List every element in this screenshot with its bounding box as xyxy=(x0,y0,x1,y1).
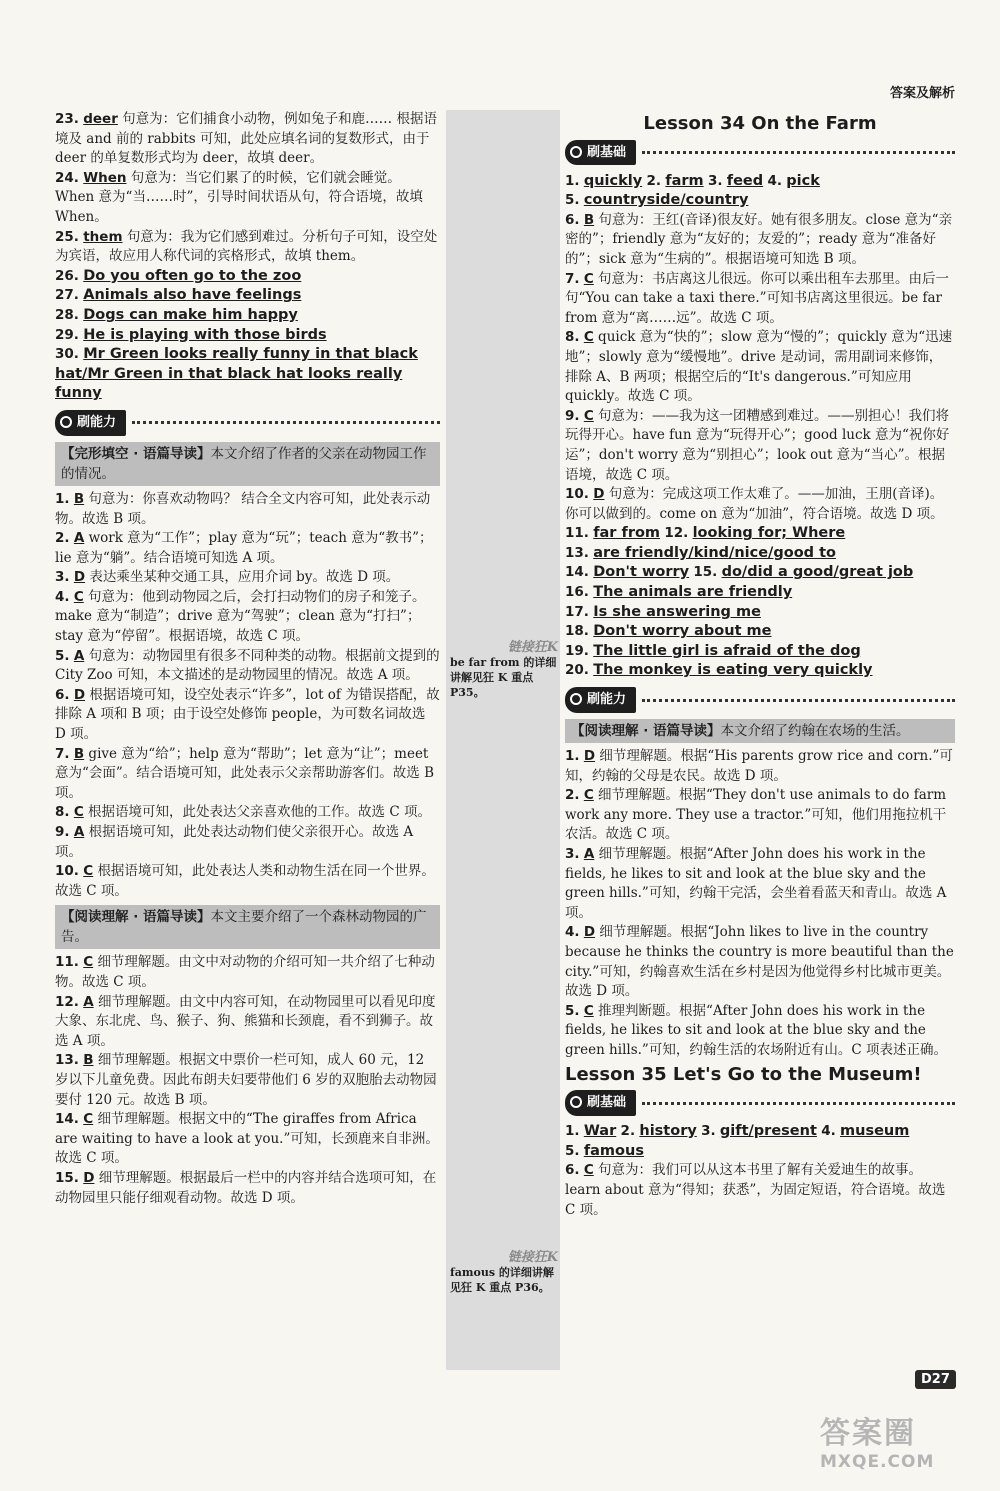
guide-text: 本文介绍了约翰在农场的生活。 xyxy=(720,723,910,740)
explanation-text: 根据语境可知，此处表达动物们使父亲很开心。故选 A 项。 xyxy=(55,824,414,860)
question-item xyxy=(55,568,440,588)
explanation-text: 句意为：王红(音译)很友好。她有很多朋友。close 意为“亲密的”；friendly 意为“友好的；友爱的”；ready 意为“准备好的”；sick 意为“生病的”。根据语境可知选 B 项。 xyxy=(565,211,953,267)
answer-item xyxy=(55,286,440,306)
answer-key: C xyxy=(83,863,94,880)
answer-text: Do you often go to the zoo xyxy=(83,267,302,284)
lesson-34-title: Lesson 34 On the Farm xyxy=(643,113,877,134)
question-number: 16. xyxy=(565,584,589,601)
question-number: 20. xyxy=(565,662,589,679)
explanation-text: 细节理解题。根据“They don't use animals to do farm work any more. They use a tractor.”可知，他们用拖拉机干农活。故选 C 项。 xyxy=(565,787,947,843)
question-item xyxy=(565,407,955,485)
question-number: 11. xyxy=(55,954,79,971)
explanation-text: 句意为：书店离这儿很远。你可以乘出租车去那里。由后一句“You can take a taxi there.”可知书店离这里很远。be far from 意为“离……远”。故选 C 项。 xyxy=(565,270,950,326)
right-column xyxy=(565,110,955,1220)
explanation-text: work 意为“工作”；play 意为“玩”；teach 意为“教书”；lie 意为“躺”。结合语境可知选 A 项。 xyxy=(55,530,433,566)
question-item xyxy=(565,1161,955,1220)
link-note-text: famous 的详细讲解见狂 K 重点 P36。 xyxy=(450,1266,554,1294)
answer-key: C xyxy=(583,1002,594,1019)
link-note-text: be far from 的详细讲解见狂 K 重点 P35。 xyxy=(450,656,557,699)
answer-item xyxy=(565,642,955,662)
question-number: 1. xyxy=(55,490,70,507)
question-number: 18. xyxy=(565,623,589,640)
answer-key: deer xyxy=(83,111,118,127)
question-item xyxy=(55,1169,440,1208)
question-number: 3. xyxy=(701,1123,716,1140)
answer-text: history xyxy=(639,1123,697,1140)
explanation-text: 细节理解题。根据“His parents grow rice and corn.”可知，约翰的父母是农民。故选 D 项。 xyxy=(565,748,953,784)
explanation-text: 句意为：我们可以从这本书里了解有关爱迪生的故事。learn about 意为“得知；获悉”，为固定短语，符合语境。故选 C 项。 xyxy=(565,1162,946,1218)
question-item xyxy=(565,270,955,329)
question-number: 25. xyxy=(55,228,79,245)
answer-key: D xyxy=(83,1169,95,1186)
explanation-text: 根据语境可知，此处表达人类和动物生活在同一个世界。故选 C 项。 xyxy=(55,863,435,899)
section-ability-left xyxy=(55,410,440,436)
explanation-text: 句意为：他到动物园之后，会打扫动物们的房子和笼子。make 意为“制造”；drive 意为“驾驶”；clean 意为“打扫”；stay 意为“停留”。根据语境，故选 C 项。 xyxy=(55,588,426,645)
question-number: 6. xyxy=(55,686,70,703)
watermark-logo xyxy=(820,1408,995,1488)
answer-text: pick xyxy=(786,172,820,189)
guide-label: 【阅读理解 · 语篇导读】 xyxy=(571,723,721,740)
answer-item xyxy=(565,622,955,642)
answer-item xyxy=(55,345,440,404)
question-number: 4. xyxy=(565,924,580,941)
answer-text: He is playing with those birds xyxy=(83,326,327,343)
section-basic-35 xyxy=(565,1090,955,1116)
watermark-url: MXQE.COM xyxy=(820,1452,935,1472)
question-number: 13. xyxy=(565,544,589,561)
question-number: 6. xyxy=(565,1162,580,1179)
guide-label: 【完形填空 · 语篇导读】 xyxy=(61,445,211,462)
answer-text: looking for; Where xyxy=(692,525,846,542)
answer-key: B xyxy=(73,745,85,762)
question-number: 11. xyxy=(565,525,589,542)
answer-item xyxy=(565,544,955,564)
answer-item xyxy=(565,563,955,583)
question-item xyxy=(55,110,440,169)
question-number: 7. xyxy=(55,745,70,762)
answer-key: B xyxy=(83,1052,94,1069)
section-ability-34 xyxy=(565,687,955,713)
explanation-text: 细节理解题。根据最后一栏中的内容并结合选项可知，在动物园里只能仔细观看动物。故选 D 项。 xyxy=(55,1169,437,1206)
section-badge: 刷基础 xyxy=(565,140,636,166)
answer-item: 5. countryside/country xyxy=(565,192,749,209)
answer-key: A xyxy=(73,824,85,840)
guide-label: 【阅读理解 · 语篇导读】 xyxy=(61,909,211,926)
question-item xyxy=(55,862,440,901)
answer-text: do/did a good/great job xyxy=(721,564,914,581)
question-item xyxy=(565,485,955,524)
lesson-35-title: Lesson 35 Let's Go to the Museum! xyxy=(565,1063,922,1085)
guide-text: 本文主要介绍了一个森林动物园的广告。 xyxy=(61,909,427,946)
question-number: 23. xyxy=(55,111,79,127)
question-item xyxy=(565,747,955,786)
answer-text: museum xyxy=(840,1123,910,1140)
answer-text: are friendly/kind/nice/good to xyxy=(593,544,836,561)
question-number: 15. xyxy=(55,1169,79,1186)
question-number: 10. xyxy=(565,486,589,503)
question-item xyxy=(55,953,440,992)
explanation-text: 细节理解题。根据“John likes to live in the country because he thinks the country is more beautiful than the city.”可知，约翰喜欢生活在乡村是因为他觉得乡村比城市更美。故选 D 项。 xyxy=(565,924,954,1000)
question-number: 28. xyxy=(55,306,79,323)
question-number: 4. xyxy=(55,588,70,605)
question-number: 12. xyxy=(55,993,79,1010)
section-badge: 刷能力 xyxy=(55,410,126,436)
answer-key: C xyxy=(583,329,594,346)
answer-key: C xyxy=(83,954,94,971)
question-item xyxy=(565,923,955,1001)
answer-key: D xyxy=(583,924,596,941)
answer-key: C xyxy=(73,804,84,821)
answer-key: them xyxy=(83,228,123,245)
answer-text: farm xyxy=(665,172,704,189)
reading-guide-cloze xyxy=(55,442,440,486)
section-badge: 刷能力 xyxy=(565,687,636,713)
answer-text: The animals are friendly xyxy=(593,584,793,601)
question-item xyxy=(55,686,440,745)
question-number: 2. xyxy=(565,787,580,804)
explanation-text: 根据语境可知，设空处表示“许多”，lot of 为错误搭配，故排除 A 项和 B 项；由于设空处修饰 people，为可数名词故选 D 项。 xyxy=(55,686,440,743)
section-basic-34 xyxy=(565,140,955,166)
middle-margin-column xyxy=(446,110,560,1370)
question-item xyxy=(565,1002,955,1061)
question-number: 2. xyxy=(620,1123,636,1140)
question-item xyxy=(55,490,440,529)
explanation-text: 句意为：你喜欢动物吗？ 结合全文内容可知，此处表示动物。故选 B 项。 xyxy=(55,490,431,527)
explanation-text: 句意为：我为它们感到难过。分析句子可知，设空处为宾语，故应用人称代词的宾格形式，故填 them。 xyxy=(55,228,438,265)
question-item xyxy=(55,647,440,686)
reading-guide-zoo xyxy=(55,905,440,949)
page-number: D27 xyxy=(915,1370,956,1389)
answer-text: gift/present xyxy=(719,1123,817,1140)
answer-item xyxy=(55,306,440,326)
question-number: 7. xyxy=(565,270,580,287)
link-note-tag: 链接狂K xyxy=(507,1250,558,1265)
answer-item xyxy=(565,583,955,603)
question-item xyxy=(55,745,440,804)
question-number: 3. xyxy=(707,172,723,189)
question-number: 19. xyxy=(565,642,589,659)
section-badge: 刷基础 xyxy=(565,1090,636,1116)
answer-key: C xyxy=(583,407,594,424)
answer-key: B xyxy=(73,490,85,507)
guide-text: 本文介绍了作者的父亲在动物园工作的情况。 xyxy=(61,445,427,482)
question-number: 8. xyxy=(565,329,580,346)
answer-text: feed xyxy=(726,172,764,189)
answer-key: A xyxy=(83,993,94,1010)
explanation-text: 句意为：动物园里有很多不同种类的动物。根据前文提到的 City Zoo 可知，本文描述的是动物园里的情况。故选 A 项。 xyxy=(55,647,440,684)
explanation-text: 推理判断题。根据“After John does his work in the fields, he likes to sit and look at the blue sky and the green hills.”可知，约翰生活的农场附近有山。C 项表述正确。 xyxy=(565,1002,947,1058)
question-item xyxy=(565,786,955,845)
answer-text: far from xyxy=(593,525,661,542)
answer-key: C xyxy=(583,270,594,287)
explanation-text: 句意为：——我为这一团糟感到难过。——别担心！我们将玩得开心。have fun 意为“玩得开心”；good luck 意为“祝你好运”；don't worry 意为“别担心”；look out 意为“当心”。根据语境，故选 C 项。 xyxy=(565,407,950,483)
answer-text: Don't worry about me xyxy=(593,623,772,640)
question-item xyxy=(565,211,955,270)
answer-text: quickly xyxy=(583,172,643,189)
explanation-text: 细节理解题。根据文中的“The giraffes from Africa are waiting to have a look at you.”可知，长颈鹿来自非洲。故选 C 项。 xyxy=(55,1111,439,1167)
explanation-text: 细节理解题。根据文中票价一栏可知，成人 60 元，12 岁以下儿童免费。因此布朗夫妇要带他们 6 岁的双胞胎去动物园要付 120 元。故选 B 项。 xyxy=(55,1052,437,1108)
answer-text: War xyxy=(583,1123,617,1140)
answer-text: Is she answering me xyxy=(593,603,761,620)
explanation-text: 细节理解题。根据“After John does his work in the fields, he likes to sit and look at the blue sky and the green hills.”可知，约翰干完活，会坐着看蓝天和青山。故选 A 项。 xyxy=(565,846,947,921)
question-number: 24. xyxy=(55,169,79,186)
question-item xyxy=(55,529,440,568)
answer-key: When xyxy=(83,169,127,186)
question-item xyxy=(55,993,440,1052)
answer-item xyxy=(565,603,955,623)
word-answers-row xyxy=(565,1122,955,1142)
answer-key: A xyxy=(73,647,85,664)
answer-key: A xyxy=(73,530,85,547)
answer-key: D xyxy=(593,486,605,503)
answer-item xyxy=(55,267,440,287)
question-number: 5. xyxy=(565,1002,580,1019)
question-number: 29. xyxy=(55,326,79,343)
link-note-2 xyxy=(450,1250,558,1295)
explanation-text: 表达乘坐某种交通工具，应用介词 by。故选 D 项。 xyxy=(89,569,400,586)
question-number: 10. xyxy=(55,863,79,880)
answer-item xyxy=(55,326,440,346)
question-number: 14. xyxy=(565,564,589,581)
question-item xyxy=(55,588,440,647)
question-number: 15. xyxy=(693,564,718,581)
answer-item xyxy=(565,661,955,681)
answer-item xyxy=(565,524,955,544)
answer-text: Animals also have feelings xyxy=(83,287,302,304)
question-item xyxy=(55,1110,440,1169)
question-number: 8. xyxy=(55,804,70,821)
watermark-text: 答案圈 xyxy=(820,1416,916,1451)
question-number: 4. xyxy=(821,1123,836,1140)
explanation-text: 句意为：完成这项工作太难了。——加油，王朋(音译)。你可以做到的。come on 意为“加油”，符合语境。故选 D 项。 xyxy=(565,486,944,522)
link-note-tag: 链接狂K xyxy=(507,640,558,655)
header-title: 答案及解析 xyxy=(889,86,955,101)
answer-text: Dogs can make him happy xyxy=(83,306,298,323)
question-number: 9. xyxy=(55,824,70,840)
question-number: 1. xyxy=(565,1123,580,1140)
answer-key: C xyxy=(73,588,84,605)
question-number: 3. xyxy=(565,846,580,862)
question-number: 17. xyxy=(565,603,589,620)
answer-text: Don't worry xyxy=(593,564,690,581)
answer-key: D xyxy=(73,686,86,703)
question-number: 6. xyxy=(565,211,580,228)
answer-text: The little girl is afraid of the dog xyxy=(593,642,861,659)
question-number: 14. xyxy=(55,1111,79,1128)
answer-key: D xyxy=(73,569,86,586)
question-number: 30. xyxy=(55,346,79,363)
question-number: 27. xyxy=(55,287,79,304)
answer-key: A xyxy=(583,846,595,862)
explanation-text: 细节理解题。由文中内容可知，在动物园里可以看见印度大象、东北虎、鸟、猴子、狗、熊猫和长颈鹿，看不到狮子。故选 A 项。 xyxy=(55,993,436,1049)
reading-guide-farm xyxy=(565,719,955,743)
word-answers-row xyxy=(565,172,955,192)
explanation-text: 根据语境可知，此处表达父亲喜欢他的工作。故选 C 项。 xyxy=(88,804,431,821)
answer-text: Mr Green looks really funny in that black hat/Mr Green in that black hat looks really funny xyxy=(55,346,418,402)
link-note-1 xyxy=(450,640,558,700)
question-item xyxy=(565,845,955,923)
answer-key: C xyxy=(83,1111,94,1128)
answer-text: The monkey is eating very quickly xyxy=(593,662,873,679)
answer-key: D xyxy=(583,748,596,765)
explanation-text: quick 意为“快的”；slow 意为“慢的”；quickly 意为“迅速地”；slowly 意为“缓慢地”。drive 是动词，需用副词来修饰，排除 A、B 两项；根据空后的“It's dangerous.”可知应用 quickly。故选 C 项。 xyxy=(565,329,953,405)
answer-item: 5. famous xyxy=(565,1142,644,1159)
answer-key: B xyxy=(583,211,595,228)
explanation-text: 句意为：当它们累了的时候，它们就会睡觉。When 意为“当……时”，引导时间状语从句，符合语境，故填 When。 xyxy=(55,169,423,225)
question-number: 4. xyxy=(767,172,782,189)
explanation-text: give 意为“给”；help 意为“帮助”；let 意为“让”；meet 意为“会面”。结合语境可知，此处表示父亲帮助游客们。故选 B 项。 xyxy=(55,745,435,801)
question-number: 3. xyxy=(55,569,70,586)
question-item xyxy=(55,823,440,862)
question-number: 12. xyxy=(664,525,689,542)
question-item xyxy=(565,328,955,406)
explanation-text: 细节理解题。由文中对动物的介绍可知一共介绍了七种动物。故选 C 项。 xyxy=(55,954,435,990)
left-column xyxy=(55,110,440,1208)
answer-key: C xyxy=(583,787,594,804)
question-item xyxy=(55,1051,440,1110)
question-number: 26. xyxy=(55,267,79,284)
question-item xyxy=(55,228,440,267)
question-number: 1. xyxy=(565,748,580,765)
question-number: 1. xyxy=(565,172,580,189)
question-number: 2. xyxy=(646,172,661,189)
question-number: 13. xyxy=(55,1052,79,1069)
question-number: 5. xyxy=(55,647,70,664)
answer-key: C xyxy=(583,1162,594,1179)
question-item xyxy=(55,803,440,823)
explanation-text: 句意为：它们捕食小动物，例如兔子和鹿…… 根据语境及 and 前的 rabbits 可知，此处应填名词的复数形式，由于 deer 的单复数形式均为 deer，故填 deer。 xyxy=(55,111,437,167)
question-number: 2. xyxy=(55,530,70,547)
question-number: 9. xyxy=(565,407,580,424)
question-item xyxy=(55,169,440,228)
